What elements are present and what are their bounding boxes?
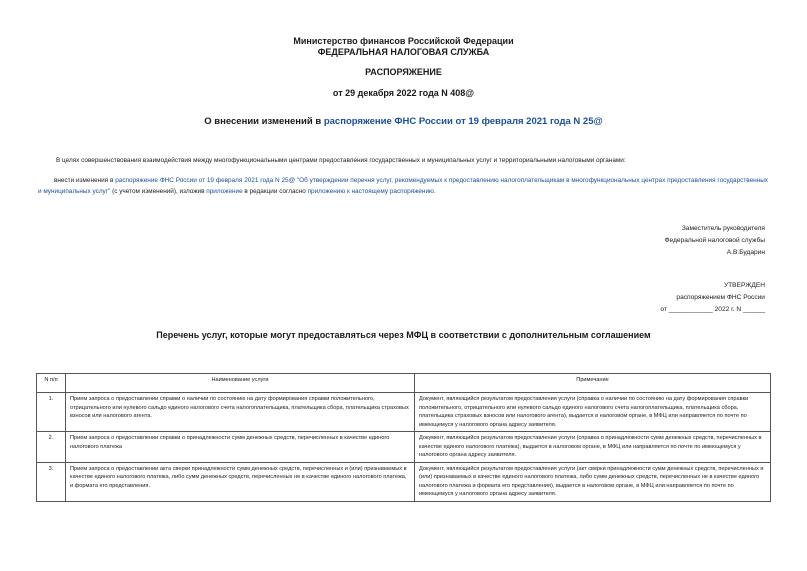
header-num: N п/п bbox=[37, 374, 66, 393]
approval-line1: УТВЕРЖДЕН bbox=[723, 282, 765, 289]
ministry-name: Министерство финансов Российской Федерации bbox=[293, 36, 514, 46]
list-title: Перечень услуг, которые могут предоставляться через МФЦ в соответствии с дополнительным соглашением bbox=[156, 330, 651, 340]
row-service: Прием запроса о предоставлении справки о наличии по состоянию на дату формирования справки положительного, отрицательного или нулевого сальдо единого налогового счета налогоплательщика, плательщика сбора, плательщика страховых взносов или налогового агента. bbox=[66, 393, 415, 432]
intro-paragraph: В целях совершенствования взаимодействия между многофункциональными центрами предоставления государственных и муниципальных услуг и территориальными налоговыми органами: bbox=[56, 157, 626, 164]
table-row bbox=[37, 462, 771, 501]
action-suffix: . bbox=[433, 188, 436, 195]
action-prefix: внести изменения в bbox=[54, 177, 116, 184]
signature-block bbox=[665, 223, 765, 259]
row-num: 1. bbox=[37, 393, 66, 432]
row-note: Документ, являющийся результатом предоставления услуги (справка о принадлежности сумм денежных средств, перечисленных в качестве единого налогового платежа), выдается в налоговом органе, в МФЦ или направляется по почте по имеющемуся у налогового органа адресу заявителя. bbox=[415, 432, 771, 463]
appendix-link[interactable]: приложение bbox=[206, 188, 243, 195]
signatory-position-line1: Заместитель руководителя bbox=[681, 225, 765, 232]
approval-block bbox=[660, 280, 765, 316]
row-note: Документ, являющийся результатом предоставления услуги (справка о наличии по состоянию на дату формирования справки положительного, отрицательного или нулевого сальдо единого налогового счета налогоплательщика, плательщика сбора, плательщика страховых взносов или налогового агента), выдается в налоговом органе, в МФЦ или направляется по почте по имеющемуся у налогового органа адресу заявителя. bbox=[415, 393, 771, 432]
amended-order-link[interactable]: распоряжение ФНС России от 19 февраля 2021 года N 25@ bbox=[323, 116, 603, 127]
row-num: 2. bbox=[37, 432, 66, 463]
action-mid: (с учетом изменений), изложив bbox=[110, 188, 207, 195]
header-note: Примечание bbox=[415, 374, 771, 393]
signatory-name: А.В.Бударин bbox=[726, 249, 765, 256]
order-date: от 29 декабря 2022 года N 408@ bbox=[332, 88, 475, 98]
appendix-to-order-link[interactable]: приложению к настоящему распоряжению bbox=[307, 188, 434, 195]
row-service: Прием запроса о предоставлении акта сверки принадлежности сумм денежных средств, перечисленных и (или) признаваемых в качестве единого налогового платежа, либо сумм денежных средств, перечисленных не в качестве единого налогового платежа, и формата его представления. bbox=[66, 462, 415, 501]
row-service: Прием запроса о предоставлении справки о принадлежности сумм денежных средств, перечисленных в качестве единого налогового платежа bbox=[66, 432, 415, 463]
table-header-row bbox=[37, 374, 771, 393]
signatory-position-line2: Федеральной налоговой службы bbox=[664, 237, 765, 244]
service-name: ФЕДЕРАЛЬНАЯ НАЛОГОВАЯ СЛУЖБА bbox=[317, 47, 490, 57]
row-num: 3. bbox=[37, 462, 66, 501]
approval-line2: распоряжением ФНС России bbox=[676, 294, 765, 301]
services-table bbox=[36, 373, 771, 502]
approval-line3: от ____________ 2022 г. N ______ bbox=[660, 306, 765, 313]
table-row bbox=[37, 393, 771, 432]
order-type: РАСПОРЯЖЕНИЕ bbox=[365, 67, 442, 77]
document-title-prefix: О внесении изменений в bbox=[204, 116, 324, 127]
action-mid2: в редакции согласно bbox=[242, 188, 308, 195]
action-paragraph bbox=[38, 175, 768, 197]
document-title bbox=[0, 116, 807, 127]
header-service: Наименование услуги bbox=[66, 374, 415, 393]
table-row bbox=[37, 432, 771, 463]
row-note: Документ, являющийся результатом предоставления услуги (акт сверки принадлежности сумм денежных средств, перечисленных и (или) признаваемых в качестве единого налогового платежа, либо сумм денежных средств, перечисленных не в качестве единого налогового платежа и формата его представления), выдается в налоговом органе, в МФЦ или направляется по почте по имеющемуся у налогового органа адресу заявителя. bbox=[415, 462, 771, 501]
order-25-link[interactable]: распоряжение ФНС России от 19 февраля 2021 года N 25@ "Об утверждении перечня услуг, рекомендуемых к предоставлению налогоплательщикам в многофункциональных центрах предоставления государственных и муниципальных услуг" bbox=[38, 177, 768, 195]
